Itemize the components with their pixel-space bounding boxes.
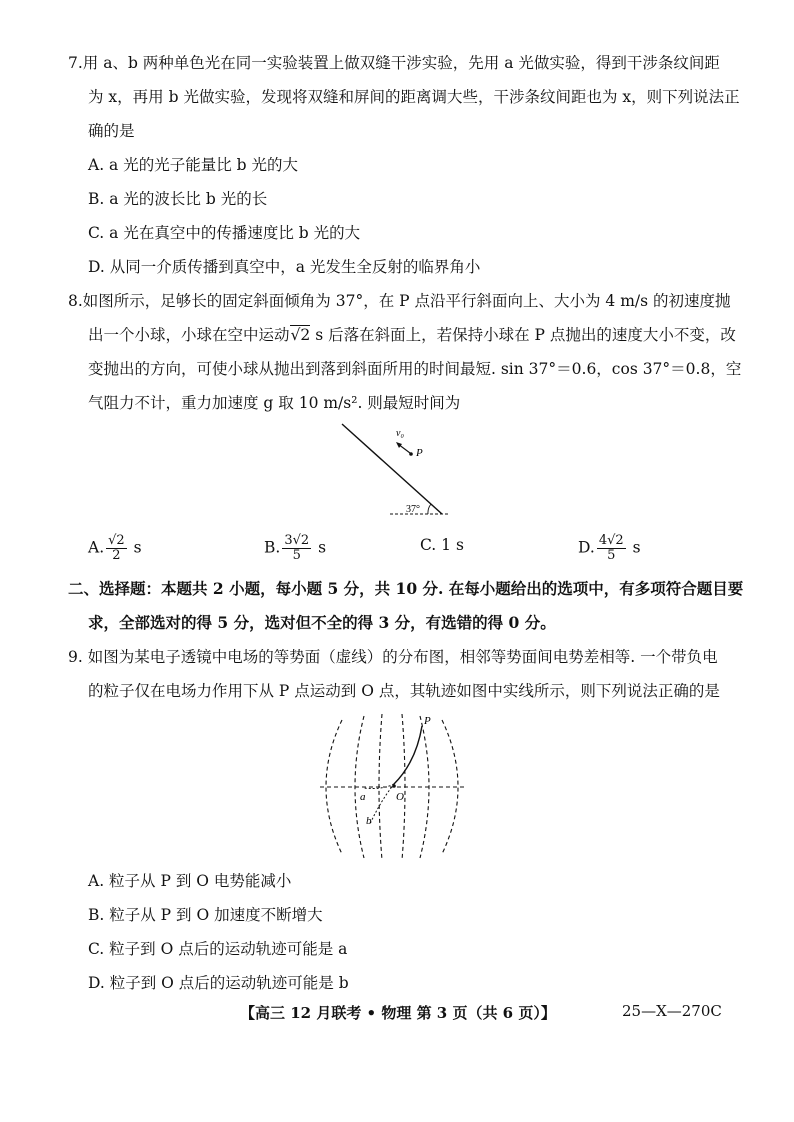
q8-option-d-label: D. xyxy=(578,538,595,557)
particle-trajectory xyxy=(394,726,422,784)
a-trajectory-label: a xyxy=(360,791,366,803)
q8-line2-part2: s 后落在斜面上，若保持小球在 P 点抛出的速度大小不变，改 xyxy=(310,326,736,344)
q8-stem-line2 xyxy=(88,324,736,346)
q8-stem-line3: 变抛出的方向，可使小球从抛出到落到斜面所用的时间最短. sin 37°＝0.6，cos 37°＝0.8，空 xyxy=(88,360,742,378)
q9-option-c: C. 粒子到 O 点后的运动轨迹可能是 a xyxy=(88,940,348,958)
equipotential-figure xyxy=(312,712,472,862)
q8-option-a-num: √2 xyxy=(108,533,125,548)
q8-sqrt2: √2 xyxy=(290,326,311,344)
b-trajectory-label: b xyxy=(366,815,372,827)
q8-option-c: C. 1 s xyxy=(420,536,464,554)
q9-stem-line2: 的粒子仅在电场力作用下从 P 点运动到 O 点，其轨迹如图中实线所示，则下列说法正确的是 xyxy=(88,682,720,700)
section2-heading-line2: 求，全部选对的得 5 分，选对但不全的得 3 分，有选错的得 0 分。 xyxy=(88,613,556,632)
q9-stem-line1: 9. 如图为某电子透镜中电场的等势面（虚线）的分布图，相邻等势面间电势差相等. 一个带负电 xyxy=(68,648,718,666)
q8-option-d-unit: s xyxy=(632,538,641,557)
q8-option-d-num: 4√2 xyxy=(598,533,624,548)
q8-option-b-unit: s xyxy=(318,538,327,557)
velocity-arrowhead xyxy=(396,442,402,448)
o-point-label: O xyxy=(396,791,404,803)
point-o xyxy=(392,784,396,788)
v0-label: v₀ xyxy=(396,428,404,439)
angle-arc xyxy=(428,504,431,514)
q8-option-b-label: B. xyxy=(264,538,281,557)
q8-option-a-label: A. xyxy=(88,538,105,557)
q7-stem-line3: 确的是 xyxy=(88,122,135,140)
q7-stem-line2: 为 x，再用 b 光做实验，发现将双缝和屏间的距离调大些，干涉条纹间距也为 x，则下列说法正 xyxy=(88,88,740,106)
q9-option-a: A. 粒子从 P 到 O 电势能减小 xyxy=(88,872,292,890)
exam-code: 25—X—270C xyxy=(622,1002,722,1020)
q8-line2-part1: 出一个小球，小球在空中运动 xyxy=(88,326,290,344)
q9-option-d: D. 粒子到 O 点后的运动轨迹可能是 b xyxy=(88,974,349,992)
incline-surface xyxy=(342,424,442,514)
q8-option-b xyxy=(264,534,326,563)
q7-option-d: D. 从同一介质传播到真空中，a 光发生全反射的临界角小 xyxy=(88,258,481,276)
q8-stem-line4: 气阻力不计，重力加速度 g 取 10 m/s². 则最短时间为 xyxy=(88,394,461,412)
q8-option-a-unit: s xyxy=(133,538,142,557)
angle-label: 37° xyxy=(406,504,420,515)
trajectory-b xyxy=(370,784,394,824)
q7-option-a: A. a 光的光子能量比 b 光的大 xyxy=(88,156,298,174)
q8-option-d-den: 5 xyxy=(607,548,616,563)
q8-option-a xyxy=(88,534,142,563)
p-label: P xyxy=(416,447,423,459)
incline-figure xyxy=(330,420,460,520)
section2-heading-line1: 二、选择题：本题共 2 小题，每小题 5 分，共 10 分. 在每小题给出的选项中，有多项符合题目要 xyxy=(68,579,744,598)
q9-option-b: B. 粒子从 P 到 O 加速度不断增大 xyxy=(88,906,323,924)
equipotential-lines xyxy=(320,714,464,860)
page-footer: 【高三 12 月联考 • 物理 第 3 页（共 6 页）】 xyxy=(240,1004,556,1022)
q8-option-b-fraction xyxy=(282,534,311,563)
p-point-label: P xyxy=(424,715,431,727)
q8-option-b-num: 3√2 xyxy=(284,533,310,548)
q8-option-d-fraction xyxy=(597,534,626,563)
q8-option-a-den: 2 xyxy=(112,548,121,563)
q8-option-b-den: 5 xyxy=(292,548,301,563)
q8-option-d xyxy=(578,534,641,563)
q8-option-a-fraction xyxy=(106,534,127,563)
point-p xyxy=(409,452,413,456)
q7-option-b: B. a 光的波长比 b 光的长 xyxy=(88,190,268,208)
q8-stem-line1: 8.如图所示，足够长的固定斜面倾角为 37°，在 P 点沿平行斜面向上、大小为 4 m/s 的初速度抛 xyxy=(68,292,731,310)
q7-option-c: C. a 光在真空中的传播速度比 b 光的大 xyxy=(88,224,361,242)
q7-stem-line1: 7.用 a、b 两种单色光在同一实验装置上做双缝干涉实验，先用 a 光做实验，得到干涉条纹间距 xyxy=(68,54,720,72)
